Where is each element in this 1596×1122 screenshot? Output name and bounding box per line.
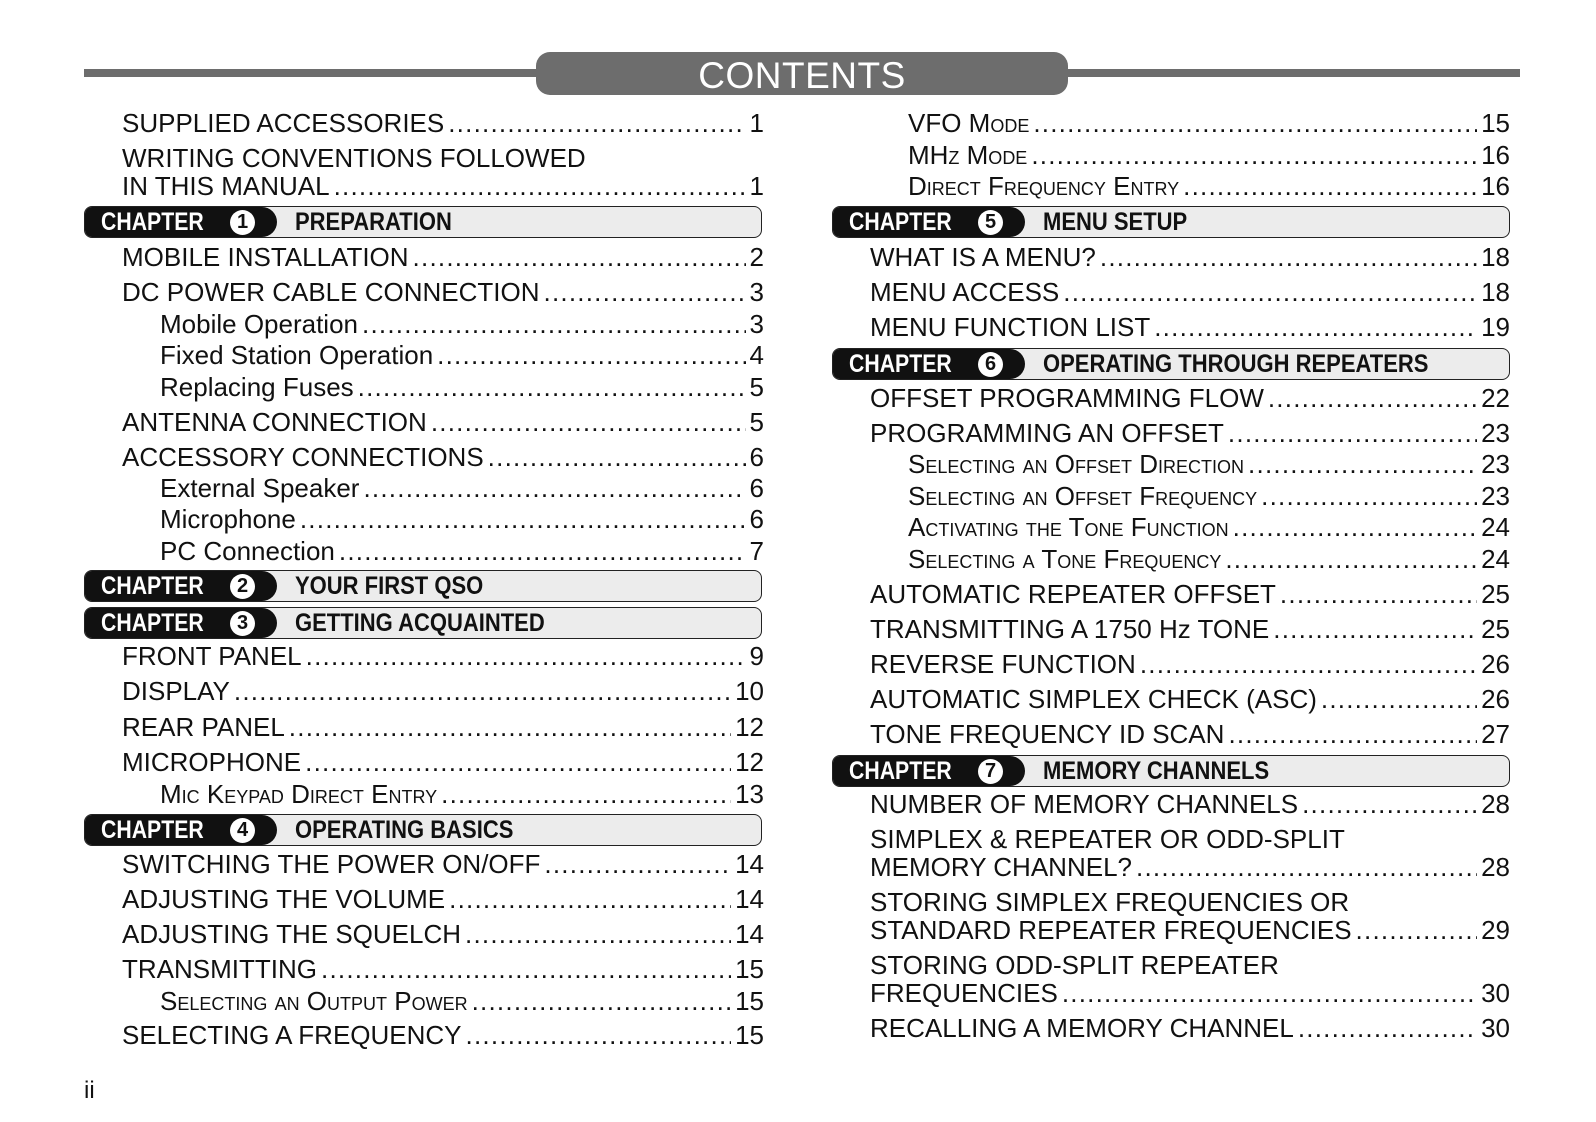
toc-subentry[interactable] xyxy=(160,310,764,338)
toc-entry-page: 15 xyxy=(1481,108,1510,138)
chapter-tab xyxy=(85,815,277,845)
toc-entry[interactable] xyxy=(870,1014,1510,1042)
dot-leader xyxy=(1100,243,1477,271)
toc-entry-label: SWITCHING THE POWER ON/OFF xyxy=(122,849,541,879)
toc-entry-label: Mobile Operation xyxy=(160,309,358,339)
toc-entry-label: AUTOMATIC REPEATER OFFSET xyxy=(870,579,1276,609)
toc-entry-label: REAR PANEL xyxy=(122,712,285,742)
toc-subentry[interactable] xyxy=(160,373,764,401)
toc-subentry[interactable] xyxy=(908,172,1510,200)
toc-entry[interactable] xyxy=(122,748,764,776)
toc-entry[interactable] xyxy=(122,642,764,670)
toc-entry[interactable] xyxy=(870,243,1510,271)
toc-entry-page: 10 xyxy=(735,676,764,706)
dot-leader xyxy=(465,920,731,948)
toc-entry-page: 1 xyxy=(749,108,764,138)
toc-entry-page: 3 xyxy=(749,277,764,307)
toc-entry[interactable] xyxy=(122,850,764,878)
toc-entry-page: 4 xyxy=(749,340,764,370)
toc-entry-label: MENU FUNCTION LIST xyxy=(870,312,1151,342)
dot-leader xyxy=(1228,720,1477,748)
toc-entry-label: ADJUSTING THE VOLUME xyxy=(122,884,446,914)
chapter-title: GETTING ACQUAINTED xyxy=(295,609,545,637)
dot-leader xyxy=(413,243,746,271)
toc-entry-page: 18 xyxy=(1481,242,1510,272)
toc-entry[interactable] xyxy=(870,650,1510,678)
toc-entry-label: NUMBER OF MEMORY CHANNELS xyxy=(870,789,1299,819)
chapter-header-2[interactable] xyxy=(84,570,762,602)
toc-entry-label: PROGRAMMING AN OFFSET xyxy=(870,418,1224,448)
toc-entry-label: MEMORY CHANNEL? xyxy=(870,852,1132,882)
chapter-header-7[interactable] xyxy=(832,755,1510,787)
toc-entry-label-line1: STORING SIMPLEX FREQUENCIES OR xyxy=(870,887,1350,917)
toc-entry-page: 16 xyxy=(1481,140,1510,170)
dot-leader xyxy=(1302,790,1477,818)
toc-entry[interactable] xyxy=(870,685,1510,713)
toc-entry-page: 15 xyxy=(735,1020,764,1050)
chapter-word: CHAPTER xyxy=(101,609,204,637)
dot-leader xyxy=(1268,384,1477,412)
toc-entry-page: 12 xyxy=(735,747,764,777)
chapter-title: MENU SETUP xyxy=(1043,208,1188,236)
toc-entry-label: ACCESSORY CONNECTIONS xyxy=(122,442,484,472)
toc-entry-label: Fixed Station Operation xyxy=(160,340,434,370)
dot-leader xyxy=(449,885,731,913)
chapter-title: MEMORY CHANNELS xyxy=(1043,757,1270,785)
page-number: ii xyxy=(84,1077,95,1104)
toc-entry-page: 28 xyxy=(1481,852,1510,882)
toc-entry[interactable] xyxy=(870,979,1510,1007)
toc-subentry[interactable] xyxy=(160,537,764,565)
toc-entry-page: 25 xyxy=(1481,579,1510,609)
toc-entry-label: DISPLAY xyxy=(122,676,230,706)
toc-entry[interactable] xyxy=(122,713,764,741)
toc-entry[interactable] xyxy=(870,419,1510,447)
title-rule-right xyxy=(1060,69,1520,77)
toc-entry-label: OFFSET PROGRAMMING FLOW xyxy=(870,383,1264,413)
toc-entry-label: PC Connection xyxy=(160,536,335,566)
chapter-word: CHAPTER xyxy=(101,208,204,236)
dot-leader xyxy=(1063,278,1477,306)
dot-leader xyxy=(300,505,746,533)
toc-entry-label: MICROPHONE xyxy=(122,747,302,777)
toc-entry-page: 12 xyxy=(735,712,764,742)
dot-leader xyxy=(1031,141,1477,169)
toc-entry-page: 27 xyxy=(1481,719,1510,749)
chapter-word: CHAPTER xyxy=(849,757,952,785)
dot-leader xyxy=(1183,172,1477,200)
toc-entry-page: 22 xyxy=(1481,383,1510,413)
toc-entry-page: 6 xyxy=(749,442,764,472)
chapter-number-badge: 1 xyxy=(230,210,255,235)
toc-entry-label: VFO Mode xyxy=(908,108,1030,138)
dot-leader xyxy=(339,537,746,565)
toc-entry-page: 6 xyxy=(749,504,764,534)
toc-subentry[interactable] xyxy=(160,505,764,533)
chapter-word: CHAPTER xyxy=(849,208,952,236)
dot-leader xyxy=(363,474,745,502)
dot-leader xyxy=(1298,1014,1477,1042)
toc-entry-label: RECALLING A MEMORY CHANNEL xyxy=(870,1013,1294,1043)
toc-entry[interactable] xyxy=(870,853,1510,881)
toc-entry-page: 13 xyxy=(735,779,764,809)
dot-leader xyxy=(1321,685,1477,713)
chapter-header-6[interactable] xyxy=(832,348,1510,380)
page-title: CONTENTS xyxy=(536,52,1068,95)
dot-leader xyxy=(362,310,746,338)
dot-leader xyxy=(1280,580,1477,608)
toc-subentry[interactable] xyxy=(160,780,764,808)
toc-entry-label: Direct Frequency Entry xyxy=(908,171,1180,201)
toc-entry-label: WHAT IS A MENU? xyxy=(870,242,1096,272)
toc-entry-page: 18 xyxy=(1481,277,1510,307)
toc-entry-label: FRONT PANEL xyxy=(122,641,302,671)
dot-leader xyxy=(1228,419,1477,447)
toc-subentry[interactable] xyxy=(160,474,764,502)
toc-entry-label: TONE FREQUENCY ID SCAN xyxy=(870,719,1225,749)
toc-entry-page: 24 xyxy=(1481,512,1510,542)
toc-entry-page: 16 xyxy=(1481,171,1510,201)
toc-entry-label: MOBILE INSTALLATION xyxy=(122,242,409,272)
toc-entry-label: IN THIS MANUAL xyxy=(122,171,330,201)
toc-entry[interactable] xyxy=(122,278,764,306)
chapter-tab xyxy=(833,349,1025,379)
toc-entry-page: 3 xyxy=(749,309,764,339)
toc-subentry[interactable] xyxy=(908,109,1510,137)
chapter-number-badge: 7 xyxy=(978,759,1003,784)
toc-entry-page: 19 xyxy=(1481,312,1510,342)
toc-entry-page: 23 xyxy=(1481,481,1510,511)
toc-entry-label: MHz Mode xyxy=(908,140,1028,170)
toc-entry-page: 26 xyxy=(1481,684,1510,714)
dot-leader xyxy=(1033,109,1477,137)
title-rule-left xyxy=(84,69,544,77)
chapter-tab xyxy=(833,207,1025,237)
dot-leader xyxy=(472,987,731,1015)
dot-leader xyxy=(1136,853,1477,881)
chapter-title: YOUR FIRST QSO xyxy=(295,572,484,600)
toc-entry-label-line1: WRITING CONVENTIONS FOLLOWED xyxy=(122,143,586,173)
toc-entry-label: STANDARD REPEATER FREQUENCIES xyxy=(870,915,1352,945)
dot-leader xyxy=(437,341,745,369)
toc-entry-label: ADJUSTING THE SQUELCH xyxy=(122,919,462,949)
dot-leader xyxy=(1140,650,1477,678)
dot-leader xyxy=(488,443,746,471)
chapter-header-3[interactable] xyxy=(84,607,762,639)
toc-entry-page: 14 xyxy=(735,884,764,914)
toc-entry[interactable] xyxy=(870,615,1510,643)
toc-entry-label: SUPPLIED ACCESSORIES xyxy=(122,108,445,138)
toc-entry-page: 30 xyxy=(1481,1013,1510,1043)
dot-leader xyxy=(334,172,746,200)
chapter-title: OPERATING THROUGH REPEATERS xyxy=(1043,350,1429,378)
toc-entry[interactable] xyxy=(122,677,764,705)
toc-entry[interactable] xyxy=(870,916,1510,944)
toc-entry-label: SELECTING A FREQUENCY xyxy=(122,1020,462,1050)
toc-entry-page: 1 xyxy=(749,171,764,201)
toc-entry[interactable] xyxy=(122,109,764,137)
dot-leader xyxy=(544,850,731,878)
toc-entry[interactable] xyxy=(122,443,764,471)
toc-entry-page: 6 xyxy=(749,473,764,503)
toc-entry[interactable] xyxy=(122,1021,764,1049)
toc-entry[interactable] xyxy=(870,278,1510,306)
dot-leader xyxy=(448,109,745,137)
toc-entry[interactable] xyxy=(870,790,1510,818)
toc-entry-label: Microphone xyxy=(160,504,296,534)
toc-entry-label: MENU ACCESS xyxy=(870,277,1060,307)
chapter-header-5[interactable] xyxy=(832,206,1510,238)
toc-subentry[interactable] xyxy=(160,341,764,369)
dot-leader xyxy=(1062,979,1477,1007)
chapter-word: CHAPTER xyxy=(101,572,204,600)
toc-entry[interactable] xyxy=(122,885,764,913)
toc-entry-page: 2 xyxy=(749,242,764,272)
toc-entry-page: 30 xyxy=(1481,978,1510,1008)
toc-subentry[interactable] xyxy=(908,513,1510,541)
chapter-title: PREPARATION xyxy=(295,208,452,236)
toc-entry-label: Selecting a Tone Frequency xyxy=(908,544,1222,574)
toc-entry-label-line1: SIMPLEX & REPEATER OR ODD-SPLIT xyxy=(870,824,1345,854)
toc-entry-page: 15 xyxy=(735,986,764,1016)
dot-leader xyxy=(1248,450,1477,478)
toc-entry-page: 24 xyxy=(1481,544,1510,574)
chapter-header-4[interactable] xyxy=(84,814,762,846)
toc-entry-page: 14 xyxy=(735,919,764,949)
dot-leader xyxy=(358,373,746,401)
toc-subentry[interactable] xyxy=(908,141,1510,169)
toc-entry[interactable] xyxy=(870,580,1510,608)
toc-entry-label: Replacing Fuses xyxy=(160,372,354,402)
dot-leader xyxy=(431,408,746,436)
toc-entry-label: Selecting an Output Power xyxy=(160,986,468,1016)
toc-entry-page: 5 xyxy=(749,407,764,437)
dot-leader xyxy=(305,748,731,776)
dot-leader xyxy=(441,780,731,808)
chapter-number-badge: 2 xyxy=(230,574,255,599)
toc-entry-label: TRANSMITTING xyxy=(122,954,317,984)
dot-leader xyxy=(234,677,731,705)
toc-entry[interactable] xyxy=(122,243,764,271)
chapter-header-1[interactable] xyxy=(84,206,762,238)
toc-entry-label-line1: STORING ODD-SPLIT REPEATER xyxy=(870,950,1279,980)
dot-leader xyxy=(1225,545,1477,573)
dot-leader xyxy=(1154,313,1477,341)
toc-entry-label: Mic Keypad Direct Entry xyxy=(160,779,438,809)
toc-subentry[interactable] xyxy=(908,545,1510,573)
toc-entry[interactable] xyxy=(870,720,1510,748)
toc-entry-label: FREQUENCIES xyxy=(870,978,1058,1008)
dot-leader xyxy=(544,278,746,306)
toc-entry-label: DC POWER CABLE CONNECTION xyxy=(122,277,540,307)
dot-leader xyxy=(466,1021,732,1049)
chapter-number-badge: 3 xyxy=(230,611,255,636)
toc-entry-page: 9 xyxy=(749,641,764,671)
toc-entry-label: External Speaker xyxy=(160,473,360,503)
toc-entry-label: Activating the Tone Function xyxy=(908,512,1229,542)
toc-entry-page: 23 xyxy=(1481,449,1510,479)
toc-entry-label: REVERSE FUNCTION xyxy=(870,649,1136,679)
dot-leader xyxy=(1261,482,1477,510)
chapter-word: CHAPTER xyxy=(101,816,204,844)
dot-leader xyxy=(1273,615,1477,643)
toc-entry[interactable] xyxy=(122,920,764,948)
toc-subentry[interactable] xyxy=(908,450,1510,478)
toc-entry-label: AUTOMATIC SIMPLEX CHECK (ASC) xyxy=(870,684,1317,714)
dot-leader xyxy=(321,955,731,983)
toc-entry-page: 15 xyxy=(735,954,764,984)
chapter-title: OPERATING BASICS xyxy=(295,816,514,844)
dot-leader xyxy=(306,642,746,670)
toc-entry[interactable] xyxy=(870,313,1510,341)
toc-subentry[interactable] xyxy=(908,482,1510,510)
toc-entry[interactable] xyxy=(122,408,764,436)
dot-leader xyxy=(1356,916,1478,944)
toc-entry-label: Selecting an Offset Frequency xyxy=(908,481,1258,511)
chapter-number-badge: 4 xyxy=(230,818,255,843)
toc-entry-page: 5 xyxy=(749,372,764,402)
chapter-tab xyxy=(85,608,277,638)
toc-entry-page: 26 xyxy=(1481,649,1510,679)
toc-entry[interactable] xyxy=(122,172,764,200)
chapter-word: CHAPTER xyxy=(849,350,952,378)
chapter-tab xyxy=(85,207,277,237)
toc-entry-page: 25 xyxy=(1481,614,1510,644)
toc-entry-label: ANTENNA CONNECTION xyxy=(122,407,427,437)
chapter-tab xyxy=(85,571,277,601)
toc-entry-page: 23 xyxy=(1481,418,1510,448)
dot-leader xyxy=(289,713,731,741)
toc-entry-page: 29 xyxy=(1481,915,1510,945)
toc-entry-page: 14 xyxy=(735,849,764,879)
chapter-number-badge: 5 xyxy=(978,210,1003,235)
toc-entry-label: Selecting an Offset Direction xyxy=(908,449,1245,479)
toc-entry[interactable] xyxy=(870,384,1510,412)
dot-leader xyxy=(1233,513,1477,541)
chapter-number-badge: 6 xyxy=(978,352,1003,377)
toc-entry[interactable] xyxy=(122,955,764,983)
toc-subentry[interactable] xyxy=(160,987,764,1015)
toc-entry-label: TRANSMITTING A 1750 Hz TONE xyxy=(870,614,1270,644)
toc-entry-page: 7 xyxy=(749,536,764,566)
toc-entry-page: 28 xyxy=(1481,789,1510,819)
chapter-tab xyxy=(833,756,1025,786)
